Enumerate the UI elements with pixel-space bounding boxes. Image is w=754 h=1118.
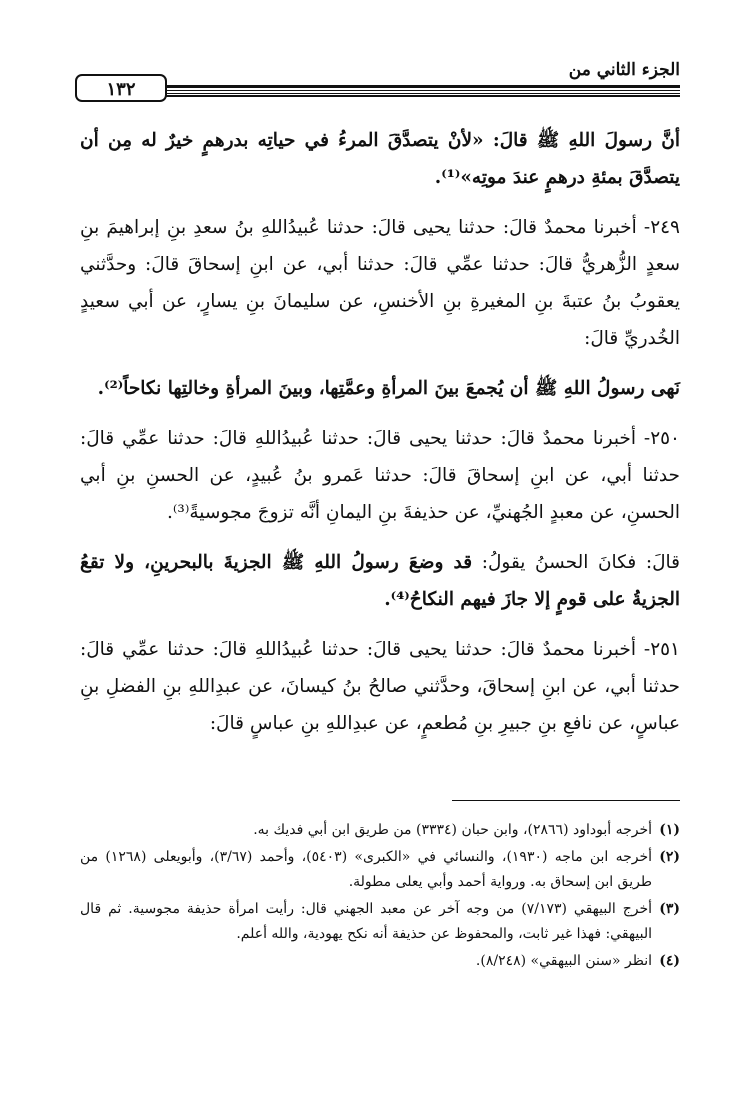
- footnote-text: أخرجه أبوداود (٢٨٦٦)، وابن حبان (٣٣٣٤) من طريق ابن أبي فديك به.: [253, 822, 652, 838]
- hadith-text-1: أنَّ رسولَ اللهِ ﷺ قالَ: «لأنْ يتصدَّقَ المرءُ في حياتِه بدرهمٍ خيرٌ له مِن أن يتصدَّقَ بمئةِ درهمٍ عندَ موتِه»⁽¹⁾.: [80, 130, 680, 188]
- footnote-text: أخرجه ابن ماجه (١٩٣٠)، والنسائي في «الكبرى» (٥٤٠٣)، وأحمد (٣/٦٧)، وأبويعلى (١٢٦٨) من طريق ابن إسحاق به. ورواية أحمد وأبي يعلى مطولة.: [80, 849, 652, 890]
- page-header: [75, 58, 680, 104]
- footnote-number: (٤): [659, 953, 680, 969]
- footnote-2: [80, 845, 680, 895]
- footnote-separator: [452, 800, 680, 801]
- footnote-number: (٢): [659, 849, 680, 865]
- hasan-saying-text: قد وضعَ رسولُ اللهِ ﷺ الجزيةَ بالبحرينِ، ولا تقعُ الجزيةُ على قومٍ إلا جازَ فيهم النكاحُ⁽⁴⁾.: [80, 552, 680, 610]
- footnote-text: أخرج البيهقي (٧/١٧٣) من وجه آخر عن معبد الجهني قال: رأيت امرأة حذيفة مجوسية. ثم قال البيهقي: فهذا غير ثابت، والمحفوظ عن حذيفة أنه نكح يهودية، والله أعلم.: [80, 901, 653, 942]
- footnote-4: [80, 949, 680, 974]
- hasan-saying: [80, 544, 680, 618]
- hadith-249-isnad: ٢٤٩- أخبرنا محمدٌ قالَ: حدثنا يحيى قالَ: حدثنا عُبيدُاللهِ بنُ سعدِ بنِ إبراهيمَ بنِ سعدٍ الزُّهريُّ قالَ: حدثنا عمِّي قالَ: حدثنا أبي، عن ابنِ إسحاقَ قالَ: وحدَّثني يعقوبُ بنُ عتبةَ بنِ المغيرةِ بنِ الأخنسِ، عن سليمانَ بنِ يسارٍ، عن أبي سعيدٍ الخُدريِّ قالَ:: [80, 217, 680, 349]
- part-title: الجزء الثاني من: [568, 60, 680, 80]
- footnotes: [80, 818, 680, 976]
- main-text: [80, 122, 680, 755]
- hadith-250-isnad: ٢٥٠- أخبرنا محمدٌ قالَ: حدثنا يحيى قالَ: حدثنا عُبيدُاللهِ قالَ: حدثنا عمِّي قالَ: حدثنا أبي، عن ابنِ إسحاقَ قالَ: حدثنا عَمرو بنُ عُبيدٍ، عن الحسنِ بنِ أبي الحسنِ، عن معبدٍ الجُهنيِّ، عن حذيفةَ بنِ اليمانِ أنَّه تزوجَ مجوسيةً⁽³⁾.: [80, 428, 680, 523]
- hadith-249-matn: نَهى رسولُ اللهِ ﷺ أن يُجمعَ بينَ المرأةِ وعمَّتِها، وبينَ المرأةِ وخالتِها نكاحاً⁽²⁾.: [97, 378, 680, 399]
- footnote-number: (٣): [659, 901, 680, 917]
- hadith-251-isnad: ٢٥١- أخبرنا محمدٌ قالَ: حدثنا يحيى قالَ: حدثنا عُبيدُاللهِ قالَ: حدثنا عمِّي قالَ: حدثنا أبي، عن ابنِ إسحاقَ، وحدَّثني صالحُ بنُ كيسانَ، عن عبدِاللهِ بنِ الفضلِ بنِ عباسٍ، عن نافعِ بنِ جبيرِ بنِ مُطعمٍ، عن عبدِاللهِ بنِ عباسٍ قالَ:: [80, 639, 680, 734]
- header-rule: [159, 85, 680, 97]
- footnote-1: [80, 818, 680, 843]
- footnote-number: (١): [659, 822, 680, 838]
- hasan-saying-lead: قالَ: فكانَ الحسنُ يقولُ:: [472, 552, 680, 573]
- footnote-text: انظر «سنن البيهقي» (٨/٢٤٨).: [475, 953, 652, 969]
- footnote-3: [80, 897, 680, 947]
- page-number: ١٣٢: [75, 74, 167, 102]
